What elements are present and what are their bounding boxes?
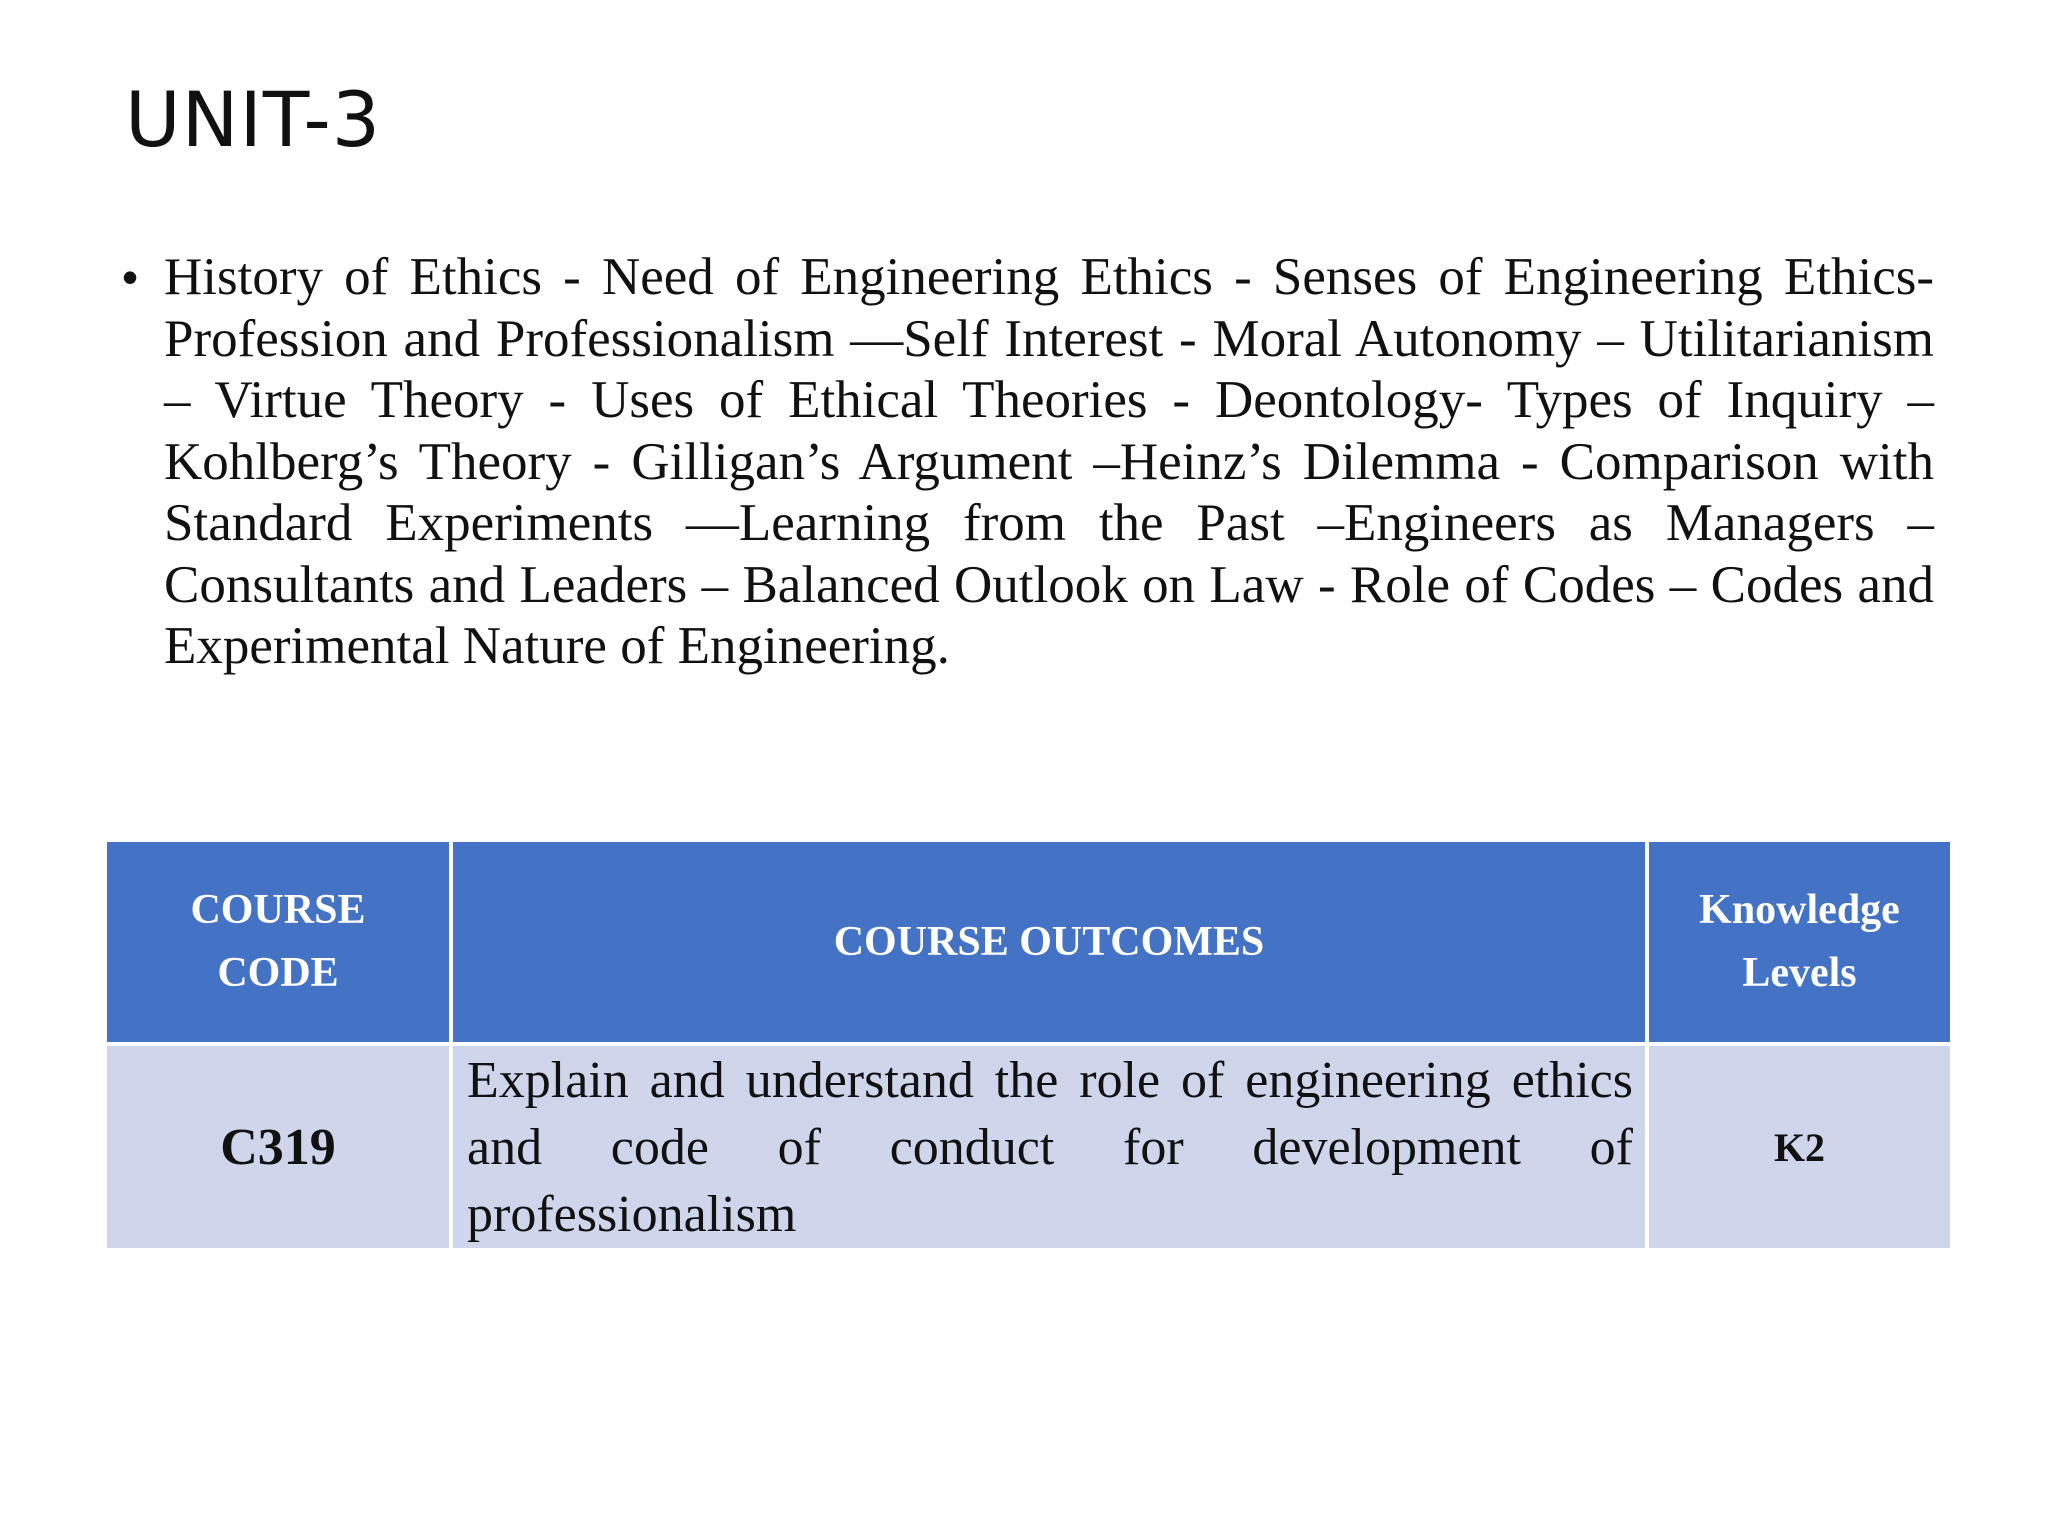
course-code-cell: C319	[105, 1044, 451, 1250]
table-header-row	[105, 840, 1952, 1044]
table-row	[105, 1044, 1952, 1250]
knowledge-level-cell: K2	[1647, 1044, 1952, 1250]
header-knowledge-levels: Knowledge Levels	[1647, 840, 1952, 1044]
syllabus-bullet-item	[122, 247, 1934, 678]
course-outcomes-table	[103, 838, 1954, 1252]
course-outcome-cell: Explain and understand the role of engineering ethics and code of conduct for development of professionalism	[451, 1044, 1647, 1250]
bullet-icon: •	[122, 251, 139, 303]
header-course-code: COURSE CODE	[105, 840, 451, 1044]
syllabus-bullet-list	[122, 247, 1934, 678]
slide-title: UNIT-3	[125, 75, 382, 164]
header-course-outcomes: COURSE OUTCOMES	[451, 840, 1647, 1044]
syllabus-topics-text: History of Ethics - Need of Engineering Ethics - Senses of Engineering Ethics- Profession and Professionalism —Self Interest - Moral Autonomy – Utilitarianism – Virtue Theory - Uses of Ethical Theories - Deontology- Types of Inquiry –Kohlberg’s Theory - Gilligan’s Argument –Heinz’s Dilemma - Comparison with Standard Experiments —Learning from the Past –Engineers as Managers – Consultants and Leaders – Balanced Outlook on Law - Role of Codes – Codes and Experimental Nature of Engineering.	[164, 248, 1934, 675]
